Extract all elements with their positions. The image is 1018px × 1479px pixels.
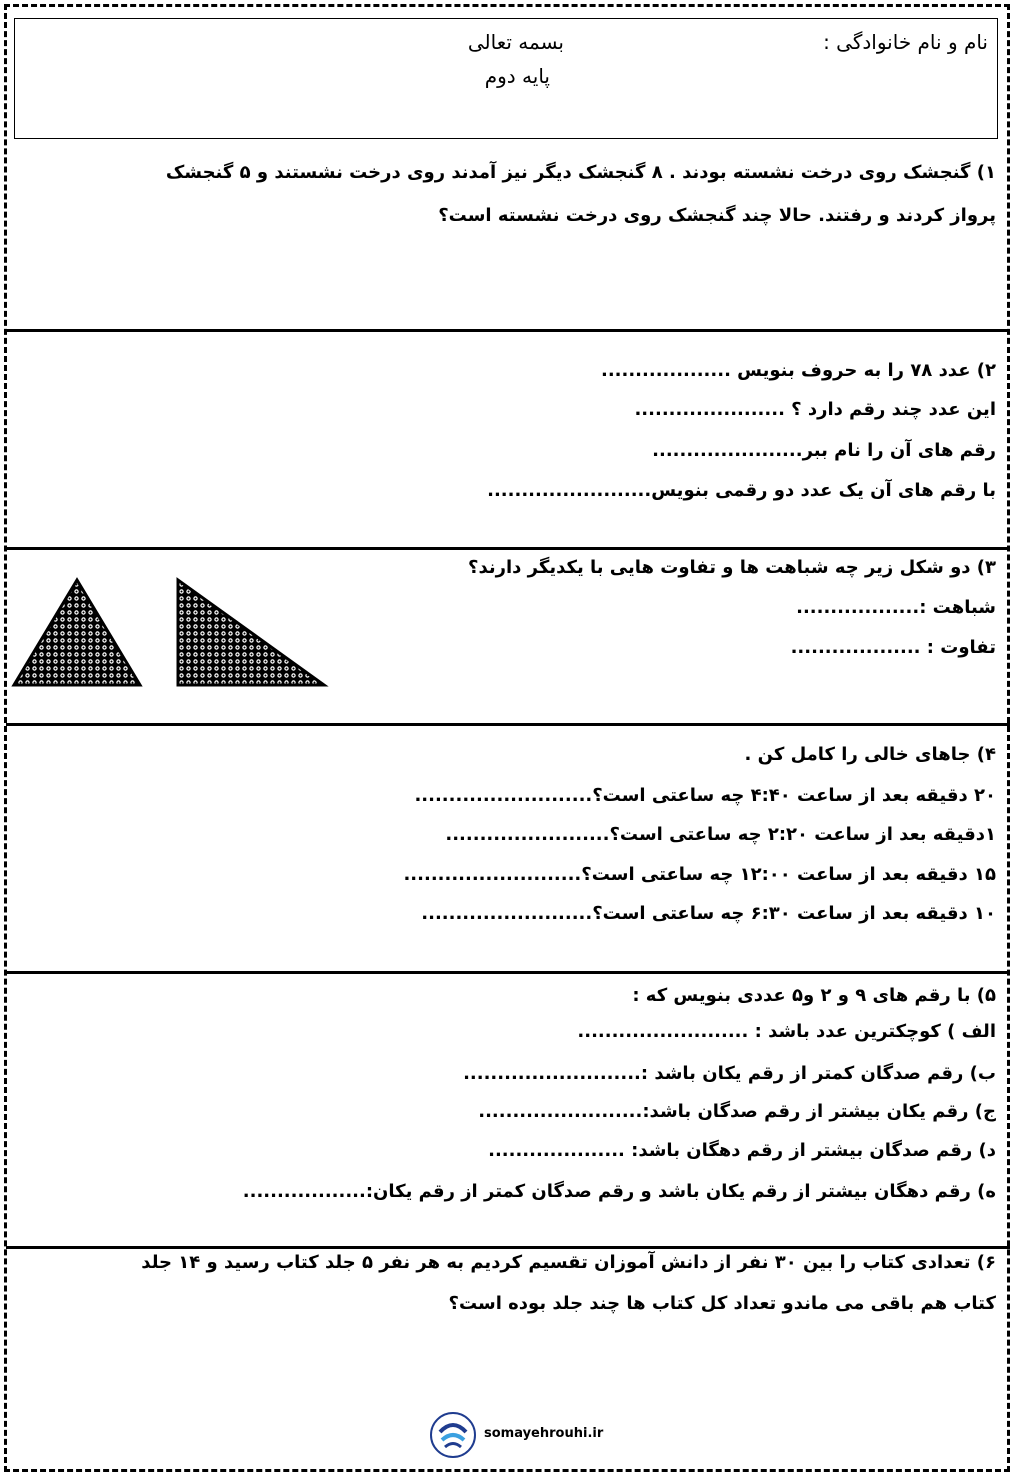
question-4-line-2: ۲۰ دقیقه بعد از ساعت ۴:۴۰ چه ساعتی است؟.......................... xyxy=(414,785,996,806)
section-divider xyxy=(6,1246,1010,1249)
isosceles-triangle-shape xyxy=(14,580,140,685)
difference-label: تفاوت : ................... xyxy=(790,637,996,658)
document-title: بسمه تعالی xyxy=(467,30,564,54)
question-5-line-4: ج) رقم یکان بیشتر از رقم صدگان باشد:........................ xyxy=(478,1101,996,1122)
question-2-line-2: این عدد چند رقم دارد ؟ ...................... xyxy=(634,399,996,420)
section-divider xyxy=(6,329,1010,332)
watermark xyxy=(428,1410,604,1460)
triangles-figure xyxy=(10,574,330,692)
question-1-line-1: ۱) گنجشک روی درخت نشسته بودند . ۸ گنجشک دیگر نیز آمدند روی درخت نشستند و ۵ گنجشک xyxy=(165,162,996,183)
question-4-line-4: ۱۵ دقیقه بعد از ساعت ۱۲:۰۰ چه ساعتی است؟.......................... xyxy=(403,864,996,885)
question-6-line-2: کتاب هم باقی می ماندو تعداد کل کتاب ها چند جلد بوده است؟ xyxy=(448,1293,996,1314)
site-url: somayehrouhi.ir xyxy=(484,1426,604,1441)
question-1-line-2: پرواز کردند و رفتند. حالا چند گنجشک روی درخت نشسته است؟ xyxy=(438,205,996,226)
name-label: نام و نام خانوادگی : xyxy=(823,30,988,54)
question-3-line-1: ۳) دو شکل زیر چه شباهت ها و تفاوت هایی با یکدیگر دارند؟ xyxy=(468,557,996,578)
section-divider xyxy=(6,723,1010,726)
question-5-line-2: الف ) کوچکترین عدد باشد : ......................... xyxy=(577,1021,996,1042)
grade-label: پایه دوم xyxy=(484,64,550,88)
question-5-line-1: ۵) با رقم های ۹ و ۲ و۵ عددی بنویس که : xyxy=(632,985,996,1006)
section-divider xyxy=(6,547,1010,550)
question-2-line-4: با رقم های آن یک عدد دو رقمی بنویس........................ xyxy=(487,480,996,501)
question-2-line-3: رقم های آن را نام ببر...................... xyxy=(652,440,996,461)
similarity-label: شباهت :.................. xyxy=(796,597,996,618)
right-triangle-shape xyxy=(178,580,324,685)
question-2-line-1: ۲) عدد ۷۸ را به حروف بنویس ................... xyxy=(600,360,996,381)
question-6-line-1: ۶) تعدادی کتاب را بین ۳۰ نفر از دانش آموزان تقسیم کردیم به هر نفر ۵ جلد کتاب رسید و ۱۴ جلد xyxy=(141,1252,996,1273)
question-5-line-5: د) رقم صدگان بیشتر از رقم دهگان باشد: .................... xyxy=(488,1140,996,1161)
section-divider xyxy=(6,971,1010,974)
question-5-line-6: ه) رقم دهگان بیشتر از رقم یکان باشد و رقم صدگان کمتر از رقم یکان:.................. xyxy=(242,1181,996,1202)
question-4-line-5: ۱۰ دقیقه بعد از ساعت ۶:۳۰ چه ساعتی است؟......................... xyxy=(421,903,996,924)
site-logo-icon xyxy=(428,1410,478,1460)
question-5-line-3: ب) رقم صدگان کمتر از رقم یکان باشد :.......................... xyxy=(463,1063,996,1084)
question-4-line-1: ۴) جاهای خالی را کامل کن . xyxy=(744,744,996,765)
question-4-line-3: ۱دقیقه بعد از ساعت ۲:۲۰ چه ساعتی است؟........................ xyxy=(445,824,996,845)
